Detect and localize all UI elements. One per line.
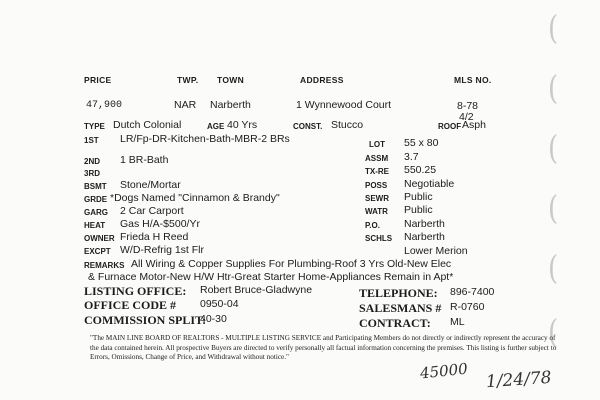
- watr-label: WATR: [365, 207, 388, 216]
- schls-value-2: Lower Merion: [404, 245, 468, 257]
- mls-no-header: MLS NO.: [454, 75, 492, 85]
- type-label: TYPE: [84, 122, 105, 131]
- contract-value: ML: [450, 316, 465, 328]
- mls-sub-value: 4/2: [459, 111, 474, 123]
- binder-hole: (: [548, 190, 559, 228]
- mls-no-value: 8-78: [457, 100, 479, 112]
- bsmt-label: BSMT: [84, 182, 107, 191]
- binder-hole: (: [548, 70, 559, 108]
- assm-value: 3.7: [404, 151, 419, 163]
- contract-label: CONTRACT:: [359, 316, 431, 330]
- poss-label: POSS: [365, 181, 388, 190]
- office-code-value: 0950-04: [200, 298, 239, 310]
- sewr-value: Public: [404, 191, 433, 203]
- bsmt-value: Stone/Mortar: [120, 179, 181, 191]
- disclaimer-text: "The MAIN LINE BOARD OF REALTORS - MULTIPLE LISTING SERVICE and Participating Members do not directly or indirectly represent the accuracy of the data contained herein. All prospective Buyers are directed to verify personally all factual information concerning the premises. This listing is further subject to Errors, Omissions, Change of Price, and Withdrawal without notice.": [90, 334, 557, 362]
- sewr-label: SEWR: [365, 194, 389, 203]
- excpt-value: W/D-Refrig 1st Flr: [120, 244, 204, 256]
- listing-office-label: LISTING OFFICE:: [84, 284, 187, 298]
- twp-value: NAR: [174, 99, 197, 111]
- assm-label: ASSM: [365, 154, 389, 163]
- binder-hole: (: [548, 250, 559, 288]
- second-floor-label: 2ND: [84, 157, 101, 166]
- age-label: AGE: [207, 122, 225, 131]
- remarks-line-2: & Furnace Motor-New H/W Htr-Great Starter Home-Appliances Remain in Apt*: [88, 271, 454, 283]
- salesmans-value: R-0760: [450, 301, 485, 313]
- remarks-label: REMARKS: [84, 261, 125, 270]
- roof-value: Asph: [462, 119, 486, 131]
- grde-value: *Dogs Named "Cinnamon & Brandy": [110, 192, 280, 204]
- txre-label: TX-RE: [365, 167, 389, 176]
- po-value: Narberth: [404, 218, 445, 230]
- schls-label: SCHLS: [365, 234, 393, 243]
- owner-label: OWNER: [84, 234, 115, 243]
- garg-value: 2 Car Carport: [120, 205, 184, 217]
- const-label: CONST.: [293, 122, 323, 131]
- schls-value: Narberth: [404, 231, 445, 243]
- poss-value: Negotiable: [404, 178, 455, 190]
- binder-hole: (: [548, 314, 559, 352]
- handwritten-amount: 45000: [419, 359, 469, 383]
- excpt-label: EXCPT: [84, 247, 111, 256]
- lot-label: LOT: [369, 140, 385, 149]
- lot-value: 55 x 80: [404, 137, 439, 149]
- commission-label: COMMISSION SPLIT:: [84, 313, 207, 327]
- listing-office-value: Robert Bruce-Gladwyne: [200, 284, 313, 296]
- garg-label: GARG: [84, 208, 108, 217]
- watr-value: Public: [404, 204, 433, 216]
- third-floor-label: 3RD: [84, 169, 101, 178]
- telephone-label: TELEPHONE:: [359, 286, 438, 300]
- handwritten-date: 1/24/78: [485, 367, 553, 393]
- address-value: 1 Wynnewood Court: [296, 99, 392, 111]
- telephone-value: 896-7400: [450, 286, 495, 298]
- txre-value: 550.25: [404, 164, 437, 176]
- binder-hole: (: [548, 10, 559, 48]
- const-value: Stucco: [331, 119, 364, 131]
- po-label: P.O.: [365, 221, 380, 230]
- price-header: PRICE: [84, 75, 112, 85]
- remarks-line-1: All Wiring & Copper Supplies For Plumbing-Roof 3 Yrs Old-New Elec: [131, 258, 452, 270]
- owner-value: Frieda H Reed: [120, 231, 189, 243]
- town-header: TOWN: [217, 75, 245, 85]
- office-code-label: OFFICE CODE #: [84, 298, 177, 312]
- heat-label: HEAT: [84, 221, 106, 230]
- salesmans-label: SALESMANS #: [359, 301, 442, 315]
- address-header: ADDRESS: [300, 75, 344, 85]
- grde-label: GRDE: [84, 195, 108, 204]
- roof-label: ROOF: [438, 122, 462, 131]
- commission-value: 40-30: [200, 313, 227, 325]
- first-floor-label: 1ST: [84, 136, 99, 145]
- first-floor-value: LR/Fp-DR-Kitchen-Bath-MBR-2 BRs: [120, 133, 290, 145]
- age-value: 40 Yrs: [227, 119, 258, 131]
- second-floor-value: 1 BR-Bath: [120, 154, 169, 166]
- town-value: Narberth: [210, 99, 251, 111]
- type-value: Dutch Colonial: [113, 119, 182, 131]
- heat-value: Gas H/A-$500/Yr: [120, 218, 200, 230]
- twp-header: TWP.: [177, 75, 199, 85]
- price-value: 47,900: [86, 100, 123, 111]
- binder-hole: (: [548, 130, 559, 168]
